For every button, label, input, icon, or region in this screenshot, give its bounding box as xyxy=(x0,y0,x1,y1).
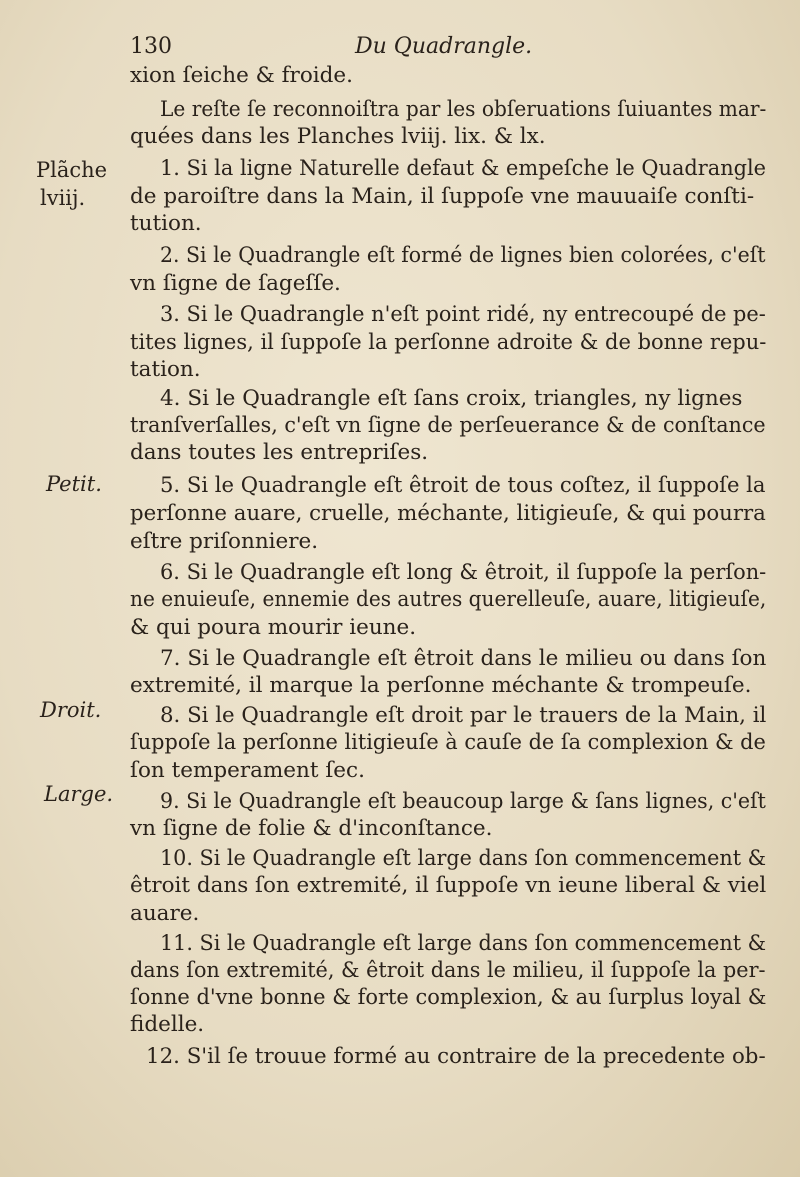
page-number: 130 xyxy=(130,34,172,59)
text-line: ſuppoſe la perſonne litigieuſe à cauſe de ſa complexion & de xyxy=(130,730,766,755)
margin-note-droit: Droit. xyxy=(40,698,102,722)
text-line: 4. Si le Quadrangle eſt ſans croix, triangles, ny lignes xyxy=(160,386,743,411)
text-line: 5. Si le Quadrangle eſt êtroit de tous coſtez, il ſuppoſe la xyxy=(160,473,766,498)
text-line: auare. xyxy=(130,901,200,926)
text-line: dans ſon extremité, & êtroit dans le milieu, il ſuppoſe la per- xyxy=(130,958,766,983)
text-line: tranſverſalles, c'eſt vn ſigne de perſeuerance & de conſtance xyxy=(130,413,766,438)
text-line: tation. xyxy=(130,357,201,382)
margin-note-plate-number: lviij. xyxy=(40,186,86,210)
text-line: 1. Si la ligne Naturelle defaut & empeſche le Quadrangle xyxy=(160,156,767,181)
text-line: 9. Si le Quadrangle eſt beaucoup large & ſans lignes, c'eſt xyxy=(160,789,766,814)
text-line: tution. xyxy=(130,211,202,236)
text-line: eſtre priſonniere. xyxy=(130,529,319,554)
text-line: vn ſigne de ſageſſe. xyxy=(130,271,341,296)
text-line: 11. Si le Quadrangle eſt large dans ſon commencement & xyxy=(160,931,767,956)
text-line: de paroiſtre dans la Main, il ſuppoſe vne mauuaiſe conſti- xyxy=(130,184,755,209)
margin-note-large: Large. xyxy=(44,782,114,806)
margin-note-planche: Plãche xyxy=(36,158,108,182)
text-line: & qui poura mourir ieune. xyxy=(130,615,417,640)
margin-note-petit: Petit. xyxy=(46,472,102,496)
text-line: 8. Si le Quadrangle eſt droit par le trauers de la Main, il xyxy=(160,703,767,728)
text-line: 2. Si le Quadrangle eſt formé de lignes bien colorées, c'eſt xyxy=(160,243,766,268)
text-line: 10. Si le Quadrangle eſt large dans ſon commencement & xyxy=(160,846,767,871)
text-line: 7. Si le Quadrangle eſt êtroit dans le milieu ou dans ſon xyxy=(160,646,767,671)
text-line: ſonne d'vne bonne & forte complexion, & au ſurplus loyal & xyxy=(130,985,767,1010)
text-line: Le reſte ſe reconnoiſtra par les obſeruations ſuiuantes mar- xyxy=(160,97,767,122)
text-line: quées dans les Planches lviij. lix. & lx. xyxy=(130,124,546,149)
text-line: êtroit dans ſon extremité, il ſuppoſe vn ieune liberal & viel xyxy=(130,873,767,898)
running-head: Du Quadrangle. xyxy=(355,34,533,59)
text-line: vn ſigne de folie & d'inconſtance. xyxy=(130,816,493,841)
text-line: ſon temperament ſec. xyxy=(130,758,365,783)
text-line: ne enuieuſe, ennemie des autres querelleuſe, auare, litigieuſe, xyxy=(130,587,767,612)
text-line: extremité, il marque la perſonne méchante & trompeuſe. xyxy=(130,673,752,698)
text-line: 6. Si le Quadrangle eſt long & êtroit, il ſuppoſe la perſon- xyxy=(160,560,767,585)
text-line: perſonne auare, cruelle, méchante, litigieuſe, & qui pourra xyxy=(130,501,766,526)
text-line: xion ſeiche & froide. xyxy=(130,63,353,88)
text-line: 12. S'il ſe trouue formé au contraire de la precedente ob- xyxy=(146,1044,766,1069)
text-line: dans toutes les entrepriſes. xyxy=(130,440,429,465)
text-line: 3. Si le Quadrangle n'eſt point ridé, ny entrecoupé de pe- xyxy=(160,302,766,327)
text-line: tites lignes, il ſuppoſe la perſonne adroite & de bonne repu- xyxy=(130,330,767,355)
text-line: fidelle. xyxy=(130,1012,205,1037)
